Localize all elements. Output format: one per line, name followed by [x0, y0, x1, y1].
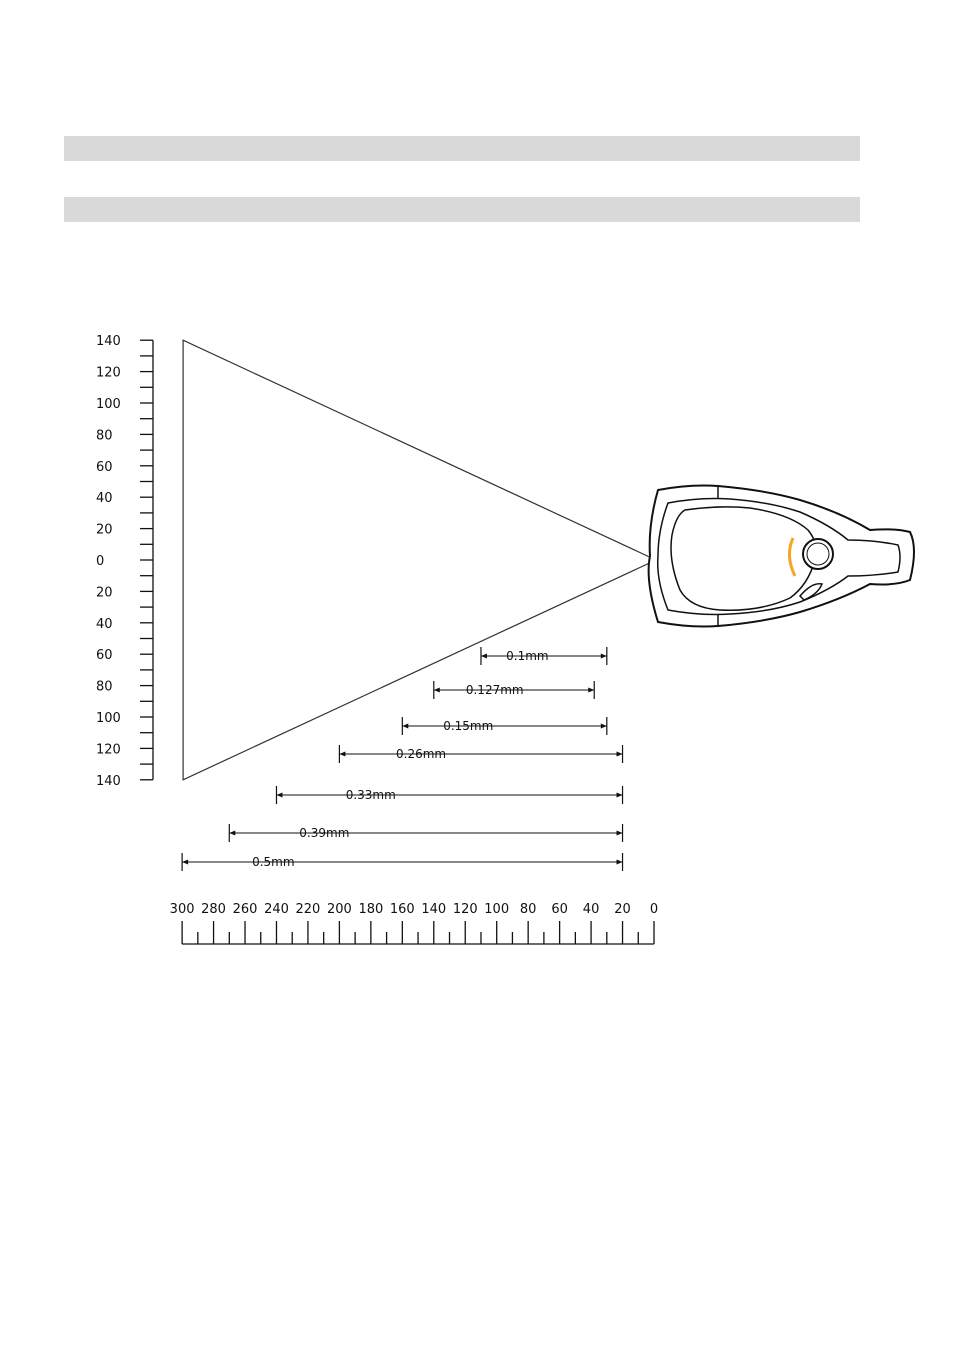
h-axis-tick-label: 60	[551, 902, 568, 917]
h-axis-tick-label: 40	[582, 902, 600, 917]
h-axis-tick-label: 160	[389, 902, 415, 917]
h-axis-tick-label: 180	[358, 902, 384, 917]
vertical-axis	[96, 334, 153, 789]
dof-arrow-right	[588, 688, 594, 693]
v-axis-tick-label: 140	[96, 773, 121, 789]
h-axis-tick-label: 260	[232, 902, 258, 917]
v-axis-tick-label: 80	[96, 428, 113, 444]
dof-arrow-left	[402, 724, 408, 729]
h-axis-tick-label: 200	[326, 902, 352, 917]
dof-label: 0.26mm	[396, 747, 447, 761]
dof-arrow-right	[617, 860, 623, 865]
v-axis-tick-label: 20	[96, 585, 113, 601]
h-axis-tick-label: 100	[484, 902, 510, 917]
h-axis-tick-label: 120	[452, 902, 478, 917]
dof-label: 0.15mm	[443, 719, 494, 733]
dof-arrow-left	[481, 654, 487, 659]
dof-label: 0.5mm	[252, 855, 295, 869]
dof-arrow-right	[617, 831, 623, 836]
dof-arrow-left	[229, 831, 235, 836]
v-axis-tick-label: 40	[96, 616, 113, 632]
v-axis-tick-label: 60	[96, 459, 113, 475]
dof-row-0-26mm	[339, 745, 622, 763]
dof-arrow-left	[276, 793, 282, 798]
dof-label: 0.1mm	[506, 649, 549, 663]
h-axis-tick-label: 140	[421, 902, 447, 917]
h-axis-tick-label: 0	[649, 902, 659, 917]
dof-row-0-33mm	[276, 786, 622, 804]
dof-row-0-1mm	[481, 647, 607, 665]
scan-field-triangle	[183, 340, 656, 780]
scan-field	[183, 340, 656, 780]
dof-arrow-left	[339, 752, 345, 757]
barcode-scanner-icon	[649, 486, 914, 627]
h-axis-tick-label: 80	[519, 902, 537, 917]
dof-label: 0.127mm	[465, 683, 524, 697]
h-axis-tick-label: 220	[295, 902, 321, 917]
v-axis-tick-label: 100	[96, 397, 121, 412]
horizontal-axis	[170, 902, 658, 944]
dof-label: 0.33mm	[345, 788, 396, 802]
v-axis-tick-label: 120	[96, 365, 121, 381]
dof-row-0-39mm	[229, 824, 622, 842]
v-axis-tick-label: 60	[96, 648, 113, 664]
dof-arrow-right	[617, 752, 623, 757]
h-axis-tick-label: 20	[614, 902, 631, 917]
dof-arrow-left	[434, 688, 440, 693]
v-axis-tick-label: 20	[96, 522, 113, 538]
depth-of-field-dimensions	[182, 647, 622, 871]
h-axis-tick-label: 280	[201, 902, 226, 917]
dof-arrow-right	[601, 654, 607, 659]
v-axis-tick-label: 80	[96, 679, 113, 695]
v-axis-tick-label: 100	[96, 711, 121, 726]
dof-row-0-5mm	[182, 853, 622, 871]
v-axis-tick-label: 120	[96, 742, 121, 758]
h-axis-tick-label: 300	[169, 902, 195, 917]
dof-arrow-left	[182, 860, 188, 865]
dof-row-0-15mm	[402, 717, 606, 735]
v-axis-tick-label: 140	[96, 334, 121, 350]
h-axis-tick-label: 240	[264, 902, 289, 917]
dof-arrow-right	[617, 793, 623, 798]
dof-row-0-127mm	[434, 681, 594, 699]
dof-arrow-right	[601, 724, 607, 729]
dof-label: 0.39mm	[299, 826, 350, 840]
v-axis-tick-label: 40	[96, 491, 113, 507]
v-axis-tick-label: 0	[96, 554, 105, 569]
